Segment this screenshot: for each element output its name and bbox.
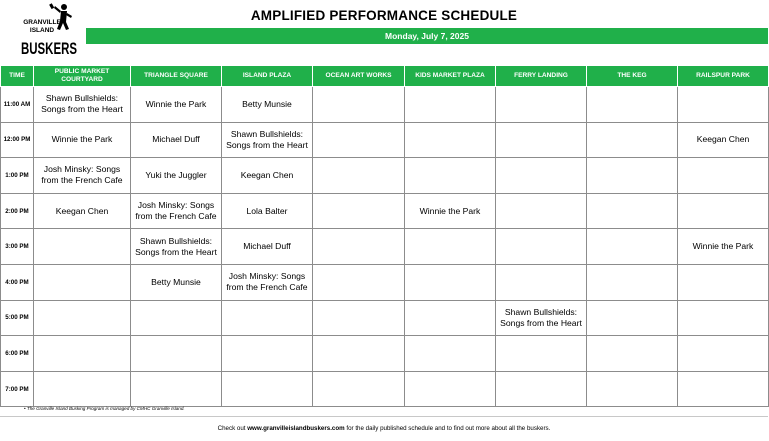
column-header-ferry-landing: FERRY LANDING xyxy=(496,66,587,87)
time-cell: 5:00 PM xyxy=(1,300,34,336)
table-cell: Michael Duff xyxy=(222,229,313,265)
table-cell xyxy=(587,371,678,407)
table-cell: Lola Balter xyxy=(222,193,313,229)
table-row xyxy=(1,193,769,229)
table-cell: Keegan Chen xyxy=(222,158,313,194)
time-cell: 4:00 PM xyxy=(1,264,34,300)
table-cell: Winnie the Park xyxy=(405,193,496,229)
column-header-island-plaza: ISLAND PLAZA xyxy=(222,66,313,87)
time-cell: 11:00 AM xyxy=(1,87,34,123)
column-header-triangle-square: TRIANGLE SQUARE xyxy=(131,66,222,87)
table-cell: Betty Munsie xyxy=(131,264,222,300)
table-cell: Michael Duff xyxy=(131,122,222,158)
footer-divider xyxy=(0,416,768,417)
table-cell xyxy=(587,193,678,229)
table-cell xyxy=(678,87,769,123)
time-cell: 12:00 PM xyxy=(1,122,34,158)
table-cell xyxy=(34,264,131,300)
footer-text xyxy=(0,425,768,432)
table-cell xyxy=(131,336,222,372)
table-cell xyxy=(34,229,131,265)
table-row xyxy=(1,229,769,265)
table-cell xyxy=(496,229,587,265)
schedule-table xyxy=(0,65,769,407)
table-cell: Keegan Chen xyxy=(678,122,769,158)
table-cell: Shawn Bullshields: Songs from the Heart xyxy=(131,229,222,265)
table-cell xyxy=(587,229,678,265)
column-header-time: TIME xyxy=(1,66,34,87)
table-cell: Shawn Bullshields: Songs from the Heart xyxy=(34,87,131,123)
table-row xyxy=(1,87,769,123)
footnote: • The Granville Island Busking Program is managed by CMHC Granville Island. xyxy=(24,406,185,411)
table-cell: Winnie the Park xyxy=(678,229,769,265)
logo-line-island: ISLAND xyxy=(29,27,55,34)
table-cell: Winnie the Park xyxy=(34,122,131,158)
table-cell xyxy=(496,264,587,300)
table-cell: Winnie the Park xyxy=(131,87,222,123)
table-cell xyxy=(34,336,131,372)
table-row xyxy=(1,122,769,158)
table-cell xyxy=(313,87,405,123)
footer-suffix: for the daily published schedule and to find out more about all the buskers. xyxy=(344,425,551,432)
table-cell xyxy=(405,87,496,123)
table-cell xyxy=(34,300,131,336)
column-header-the-keg: THE KEG xyxy=(587,66,678,87)
table-cell xyxy=(496,87,587,123)
column-header-ocean-art-works: OCEAN ART WORKS xyxy=(313,66,405,87)
table-row xyxy=(1,371,769,407)
table-cell xyxy=(496,336,587,372)
footer-prefix: Check out xyxy=(217,425,248,432)
table-cell xyxy=(34,371,131,407)
table-cell xyxy=(678,264,769,300)
table-cell xyxy=(313,300,405,336)
table-cell xyxy=(313,122,405,158)
table-cell xyxy=(313,264,405,300)
table-cell xyxy=(222,371,313,407)
table-cell xyxy=(587,158,678,194)
table-cell xyxy=(222,336,313,372)
table-row xyxy=(1,264,769,300)
table-cell xyxy=(678,371,769,407)
time-cell: 3:00 PM xyxy=(1,229,34,265)
column-header-kids-market-plaza: KIDS MARKET PLAZA xyxy=(405,66,496,87)
table-cell: Josh Minsky: Songs from the French Cafe xyxy=(131,193,222,229)
table-cell xyxy=(405,371,496,407)
time-cell: 6:00 PM xyxy=(1,336,34,372)
table-cell xyxy=(678,158,769,194)
table-cell xyxy=(678,336,769,372)
table-cell xyxy=(405,336,496,372)
table-cell: Keegan Chen xyxy=(34,193,131,229)
table-cell xyxy=(313,336,405,372)
table-row xyxy=(1,158,769,194)
table-cell xyxy=(587,336,678,372)
table-cell xyxy=(313,193,405,229)
table-cell xyxy=(313,371,405,407)
table-cell xyxy=(496,158,587,194)
table-cell xyxy=(405,158,496,194)
table-cell xyxy=(496,193,587,229)
time-cell: 1:00 PM xyxy=(1,158,34,194)
table-cell xyxy=(222,300,313,336)
time-cell: 7:00 PM xyxy=(1,371,34,407)
table-row xyxy=(1,336,769,372)
table-cell xyxy=(313,158,405,194)
table-cell: Josh Minsky: Songs from the French Cafe xyxy=(34,158,131,194)
table-cell xyxy=(587,122,678,158)
table-cell xyxy=(405,122,496,158)
table-cell xyxy=(587,300,678,336)
time-cell: 2:00 PM xyxy=(1,193,34,229)
table-cell: Betty Munsie xyxy=(222,87,313,123)
table-cell: Josh Minsky: Songs from the French Cafe xyxy=(222,264,313,300)
logo-line-buskers: BUSKERS xyxy=(21,39,77,58)
table-cell xyxy=(587,87,678,123)
table-cell: Shawn Bullshields: Songs from the Heart xyxy=(222,122,313,158)
website-link[interactable]: www.granvilleislandbuskers.com xyxy=(247,425,345,432)
table-cell xyxy=(678,193,769,229)
table-cell xyxy=(131,371,222,407)
table-cell xyxy=(587,264,678,300)
page-title: AMPLIFIED PERFORMANCE SCHEDULE xyxy=(250,8,518,23)
table-cell xyxy=(496,371,587,407)
table-cell xyxy=(496,122,587,158)
table-cell: Shawn Bullshields: Songs from the Heart xyxy=(496,300,587,336)
date-banner: Monday, July 7, 2025 xyxy=(86,28,768,44)
column-header-public-market-courtyard: PUBLIC MARKET COURTYARD xyxy=(34,66,131,87)
table-cell xyxy=(313,229,405,265)
table-cell: Yuki the Juggler xyxy=(131,158,222,194)
table-cell xyxy=(131,300,222,336)
logo-line-granville: GRANVILLE xyxy=(23,19,61,26)
column-header-railspur-park: RAILSPUR PARK xyxy=(678,66,769,87)
table-cell xyxy=(678,300,769,336)
table-cell xyxy=(405,300,496,336)
column-header-row xyxy=(1,66,769,87)
table-row xyxy=(1,300,769,336)
table-cell xyxy=(405,229,496,265)
table-cell xyxy=(405,264,496,300)
